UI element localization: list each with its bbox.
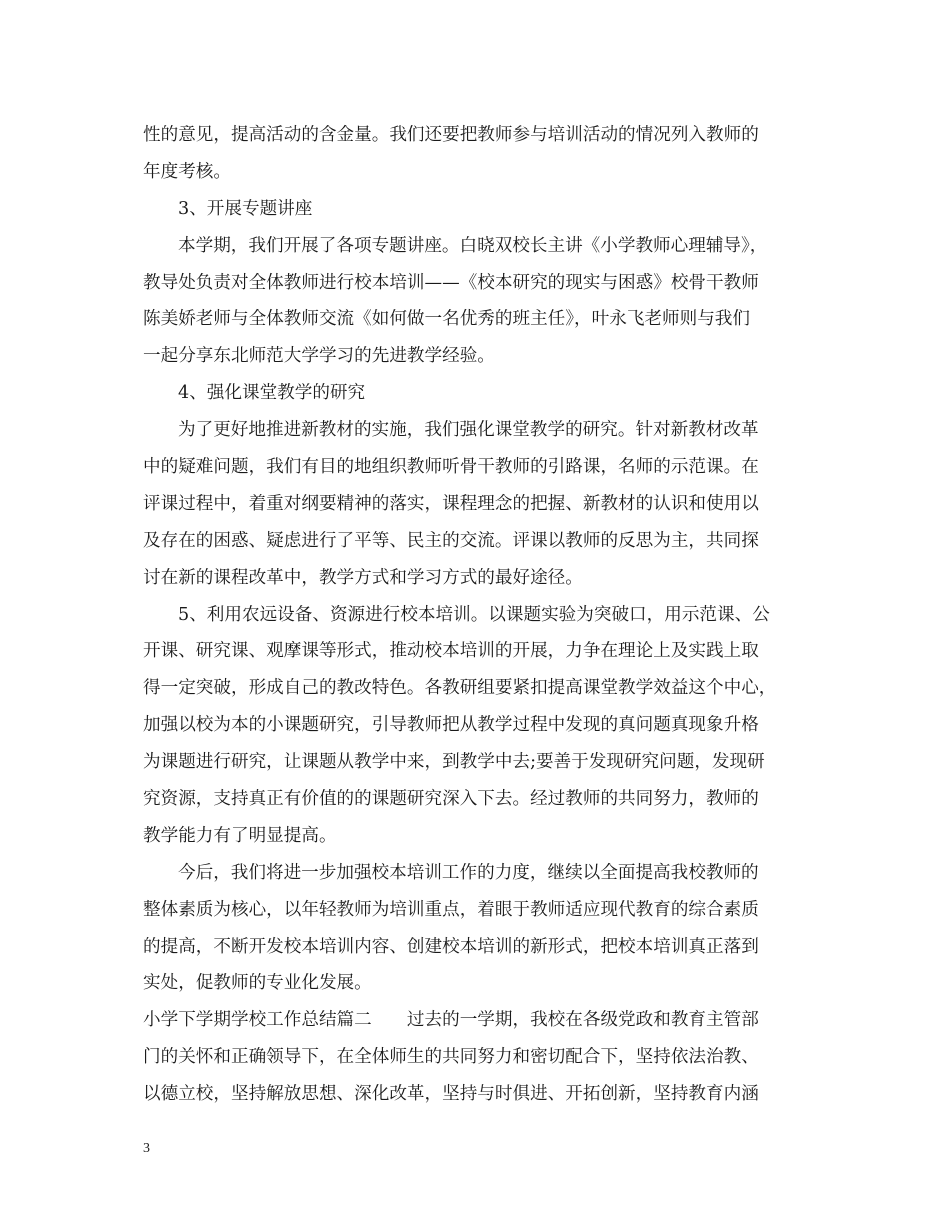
text-line: 4、强化课堂教学的研究 [178, 383, 366, 404]
text-line: 开课、研究课、观摩课等形式，推动校本培训的开展，力争在理论上及实践上取 [143, 641, 759, 662]
document-body [143, 117, 807, 1113]
text-line: 的提高，不断开发校本培训内容、创建校本培训的新形式，把校本培训真正落到 [143, 936, 759, 957]
text-line: 究资源，支持真正有价值的的课题研究深入下去。经过教师的共同努力，教师的 [143, 789, 759, 810]
text-line: 整体素质为核心，以年轻教师为培训重点，着眼于教师适应现代教育的综合素质 [143, 899, 759, 920]
text-line: 为课题进行研究，让课题从教学中来，到教学中去;要善于发现研究问题，发现研 [143, 752, 765, 773]
text-line: 加强以校为本的小课题研究，引导教师把从教学过程中发现的真问题真现象升格 [143, 715, 759, 736]
text-line: 评课过程中，着重对纲要精神的落实，课程理念的把握、新教材的认识和使用以 [143, 493, 759, 514]
text-line: 一起分享东北师范大学学习的先进教学经验。 [143, 346, 495, 367]
text-line: 门的关怀和正确领导下，在全体师生的共同努力和密切配合下，坚持依法治教、 [143, 1047, 759, 1068]
text-line: 及存在的困惑、疑虑进行了平等、民主的交流。评课以教师的反思为主，共同探 [143, 530, 759, 551]
text-line: 小学下学期学校工作总结篇二 过去的一学期，我校在各级党政和教育主管部 [143, 1010, 759, 1031]
text-line: 3、开展专题讲座 [178, 198, 313, 219]
page-number: 3 [143, 1141, 150, 1156]
text-line: 本学期，我们开展了各项专题讲座。白晓双校长主讲《小学教师心理辅导》， [178, 235, 768, 256]
text-line: 以德立校，坚持解放思想、深化改革，坚持与时俱进、开拓创新，坚持教育内涵 [143, 1084, 759, 1105]
text-line: 讨在新的课程改革中，教学方式和学习方式的最好途径。 [143, 567, 583, 588]
text-line: 今后，我们将进一步加强校本培训工作的力度，继续以全面提高我校教师的 [178, 862, 759, 883]
text-line: 性的意见，提高活动的含金量。我们还要把教师参与培训活动的情况列入教师的 [143, 125, 759, 145]
text-line: 为了更好地推进新教材的实施，我们强化课堂教学的研究。针对新教材改革 [178, 420, 759, 441]
text-line: 年度考核。 [143, 161, 231, 182]
text-line: 教学能力有了明显提高。 [143, 825, 337, 846]
text-line: 教导处负责对全体教师进行校本培训——《校本研究的现实与困惑》校骨干教师 [143, 272, 759, 293]
text-line: 实处，促教师的专业化发展。 [143, 973, 372, 994]
text-line: 得一定突破，形成自己的教改特色。各教研组要紧扣提高课堂教学效益这个中心， [143, 678, 777, 699]
text-line: 中的疑难问题，我们有目的地组织教师听骨干教师的引路课，名师的示范课。在 [143, 457, 759, 478]
text-line: 5、利用农远设备、资源进行校本培训。以课题实验为突破口，用示范课、公 [178, 604, 770, 625]
text-line: 陈美娇老师与全体教师交流《如何做一名优秀的班主任》，叶永飞老师则与我们 [143, 309, 750, 330]
